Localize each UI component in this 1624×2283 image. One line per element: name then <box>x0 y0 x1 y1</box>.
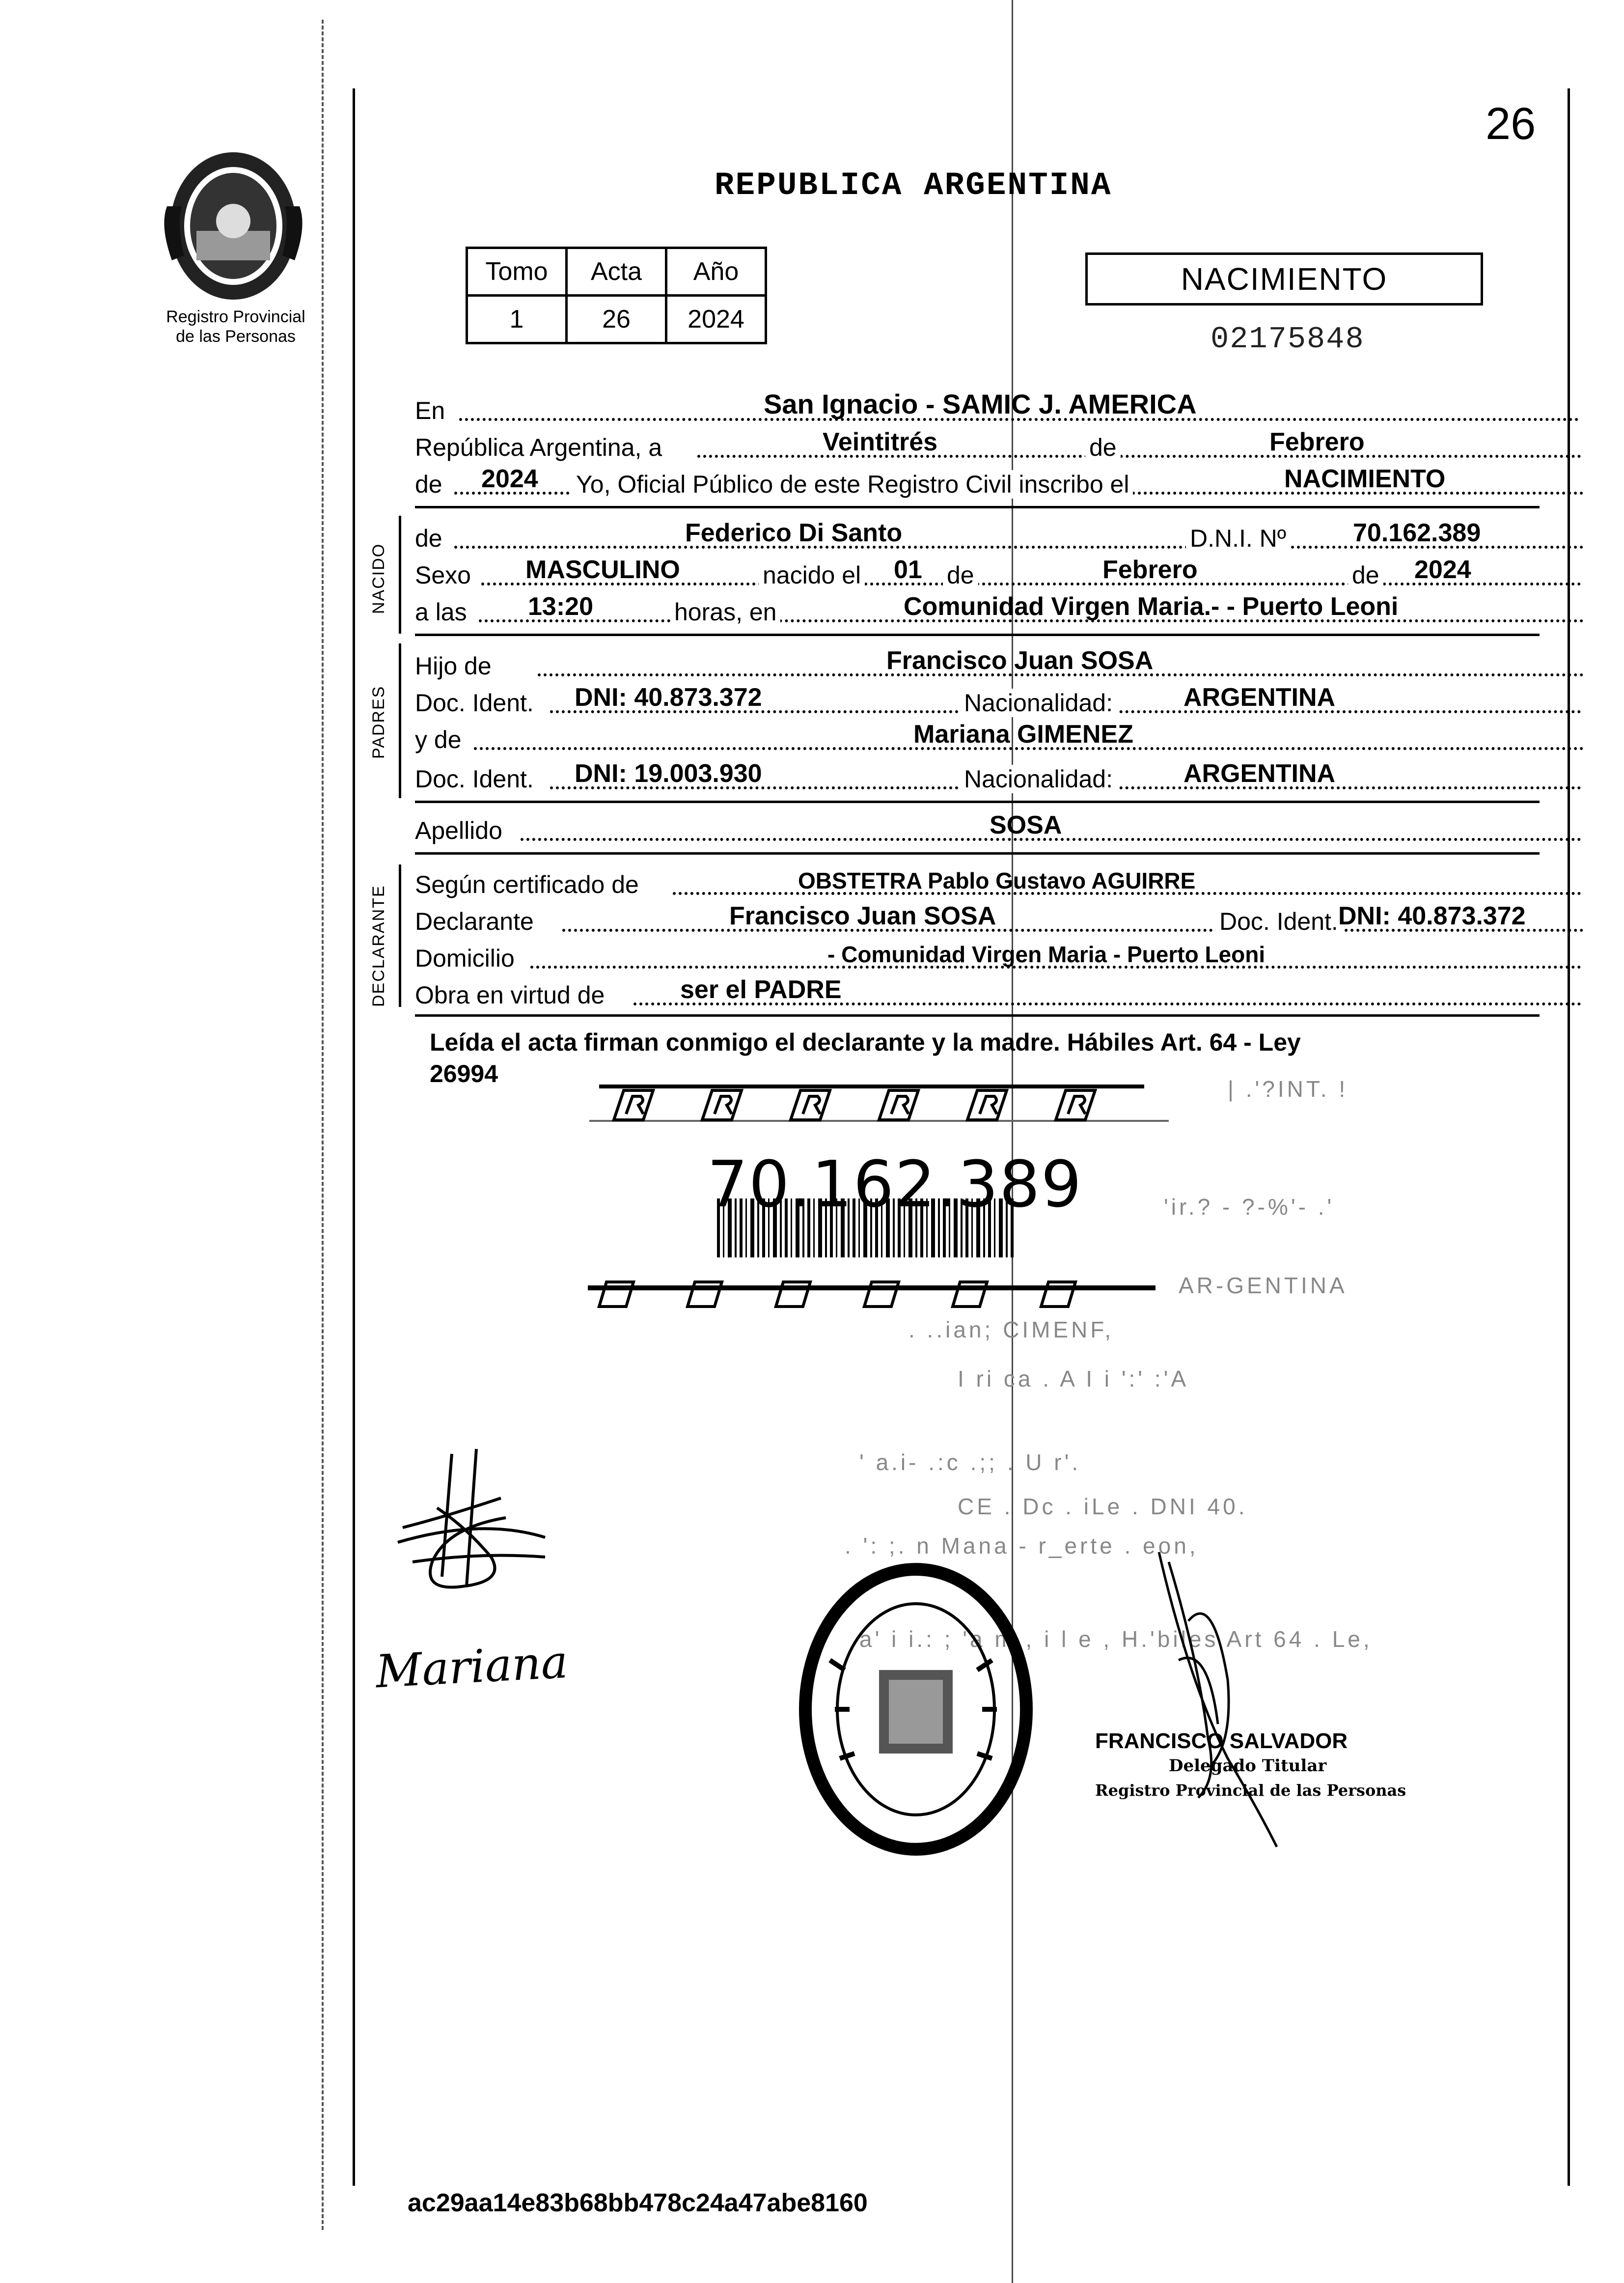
issuer-name <box>147 307 324 346</box>
mother-doc: DNI: 19.003.930 <box>575 759 762 788</box>
de-label: de <box>1348 561 1383 589</box>
nacionalidad-label: Nacionalidad: <box>960 689 1117 717</box>
time-row <box>415 592 1535 628</box>
official-stamp <box>1095 1729 1406 1803</box>
en-label: En <box>415 397 445 424</box>
anio-value: 2024 <box>666 296 766 343</box>
child-name: Federico Di Santo <box>685 519 903 547</box>
capacity-value: ser el PADRE <box>680 975 842 1004</box>
father-nationality: ARGENTINA <box>1184 683 1336 712</box>
ghost-text: AR-GENTINA <box>1179 1273 1348 1298</box>
nacido-label: NACIDO <box>369 543 388 614</box>
republica-label: República Argentina, a <box>415 434 662 461</box>
ghost-text: . ': ;. n Mana - r_erte . eon, <box>845 1533 1199 1559</box>
horas-label: horas, en <box>670 598 780 626</box>
ghost-text: CE . Dc . iLe . DNI 40. <box>958 1494 1248 1519</box>
de-label: de <box>415 525 442 552</box>
left-margin-dashes <box>322 20 324 2230</box>
certificate-value: OBSTETRA Pablo Gustavo AGUIRRE <box>798 868 1196 893</box>
seal-icon <box>796 1562 1036 1857</box>
month-value: Febrero <box>1269 428 1365 456</box>
tomo-header: Tomo <box>467 248 567 296</box>
official-org: Registro Provincial de las Personas <box>1095 1781 1406 1800</box>
year-row <box>415 464 1535 501</box>
birth-time: 13:20 <box>528 592 593 621</box>
oficial-text: Yo, Oficial Público de este Registro Civil inscribo el <box>572 470 1133 499</box>
domicile-value: - Comunidad Virgen Maria - Puerto Leoni <box>827 942 1266 967</box>
declarant-row <box>415 901 1535 938</box>
acta-header: Acta <box>567 248 666 296</box>
domicile-row <box>415 938 1535 974</box>
nacimiento-value: NACIMIENTO <box>1284 465 1446 493</box>
nacido-el-label: nacido el <box>759 561 865 589</box>
ghost-text: 'ir.? - ?-%'- .' <box>1164 1194 1335 1220</box>
nacionalidad-label: Nacionalidad: <box>960 765 1117 793</box>
province-emblem <box>157 147 309 305</box>
left-border-line <box>353 88 355 2186</box>
ghost-text: ' a.i- .:c .;; . U r'. <box>859 1449 1081 1475</box>
de-label: de <box>415 471 442 498</box>
father-doc: DNI: 40.873.372 <box>575 683 762 712</box>
ghost-text: . ..ian; CIMENF, <box>908 1317 1114 1342</box>
birth-year: 2024 <box>1414 556 1471 584</box>
document-title: REPUBLICA ARGENTINA <box>715 167 1112 204</box>
surname-value: SOSA <box>990 811 1062 839</box>
hijo-de-label: Hijo de <box>415 652 492 680</box>
ghost-text: I ri ca . A I i ':' :'A <box>958 1366 1189 1392</box>
doc-ident-label: Doc. Ident. <box>415 689 534 717</box>
declarant-name: Francisco Juan SOSA <box>729 902 996 930</box>
tomo-value: 1 <box>467 296 567 343</box>
place-row <box>415 390 1535 427</box>
issuer-line1: Registro Provincial <box>166 307 305 326</box>
dni-label: D.N.I. Nº <box>1186 524 1290 553</box>
birth-day: 01 <box>894 556 922 584</box>
birth-month: Febrero <box>1102 556 1198 584</box>
record-type-box: NACIMIENTO <box>1085 252 1483 306</box>
page-number: 26 <box>1486 99 1536 149</box>
obra-label: Obra en virtud de <box>415 981 605 1009</box>
official-name: FRANCISCO SALVADOR <box>1095 1729 1348 1753</box>
declarante-label: DECLARANTE <box>369 885 388 1007</box>
sex-row <box>415 555 1535 591</box>
separator <box>415 634 1540 636</box>
section-bar <box>399 516 401 634</box>
emblem-icon <box>157 147 309 305</box>
mother-doc-row <box>415 759 1535 795</box>
birth-place: Comunidad Virgen Maria.- - Puerto Leoni <box>904 592 1399 621</box>
padres-label: PADRES <box>369 685 388 759</box>
declarante-label-field: Declarante <box>415 908 534 935</box>
surname-row <box>415 810 1535 847</box>
separator <box>415 506 1540 508</box>
record-table <box>466 247 767 344</box>
sexo-value: MASCULINO <box>525 556 680 584</box>
doc-ident-label: Doc. Ident. <box>415 765 534 793</box>
capacity-row <box>415 975 1535 1011</box>
father-doc-row <box>415 683 1535 719</box>
official-signature <box>1129 1532 1336 1866</box>
right-border-line <box>1568 88 1570 2186</box>
mother-signature: Mariana <box>374 1635 569 1698</box>
name-row <box>415 518 1535 555</box>
closing-line2: 26994 <box>430 1060 498 1087</box>
de-label: de <box>943 561 978 589</box>
date-row <box>415 427 1535 464</box>
anio-header: Año <box>666 248 766 296</box>
mother-nationality: ARGENTINA <box>1184 759 1336 788</box>
declarant-doc: DNI: 40.873.372 <box>1338 902 1526 930</box>
official-title: Delegado Titular <box>1169 1756 1327 1776</box>
declarant-signature <box>383 1444 560 1596</box>
separator <box>415 801 1540 803</box>
father-name: Francisco Juan SOSA <box>886 646 1154 675</box>
child-dni: 70.162.389 <box>1353 519 1481 547</box>
separator <box>415 852 1540 855</box>
doc-ident-label: Doc. Ident. <box>1215 907 1342 936</box>
acta-value: 26 <box>567 296 666 343</box>
domicilio-label: Domicilio <box>415 945 515 972</box>
a-las-label: a las <box>415 598 467 626</box>
de-label: de <box>1085 433 1121 462</box>
mother-row <box>415 720 1535 756</box>
separator <box>415 1014 1540 1017</box>
section-bar <box>399 864 401 1007</box>
y-de-label: y de <box>415 726 462 753</box>
certificate-row <box>415 864 1535 901</box>
ghost-text: a' i i.: ; 'a m , i l e , H.'biles Art 64 . Le, <box>859 1626 1373 1652</box>
document-hash: ac29aa14e83b68bb478c24a47abe8160 <box>408 2189 868 2217</box>
certificado-label: Según certificado de <box>415 871 639 898</box>
closing-line1: Leída el acta firman conmigo el declarante y la madre. Hábiles Art. 64 - Ley <box>430 1029 1301 1056</box>
issuer-line2: de las Personas <box>176 327 296 346</box>
year-value: 2024 <box>481 465 538 493</box>
hospital-seal <box>796 1562 1036 1857</box>
dni-stamp-number: 70.162.389 <box>707 1147 1083 1222</box>
sexo-label: Sexo <box>415 561 471 589</box>
serial-number: 02175848 <box>1211 322 1365 357</box>
ghost-text: | .'?INT. ! <box>1228 1076 1349 1102</box>
day-value: Veintitrés <box>823 428 938 456</box>
section-bar <box>399 643 401 798</box>
father-row <box>415 646 1535 682</box>
apellido-label: Apellido <box>415 817 502 844</box>
place-value: San Ignacio - SAMIC J. AMERICA <box>764 389 1197 419</box>
mother-name: Mariana GIMENEZ <box>913 720 1133 749</box>
